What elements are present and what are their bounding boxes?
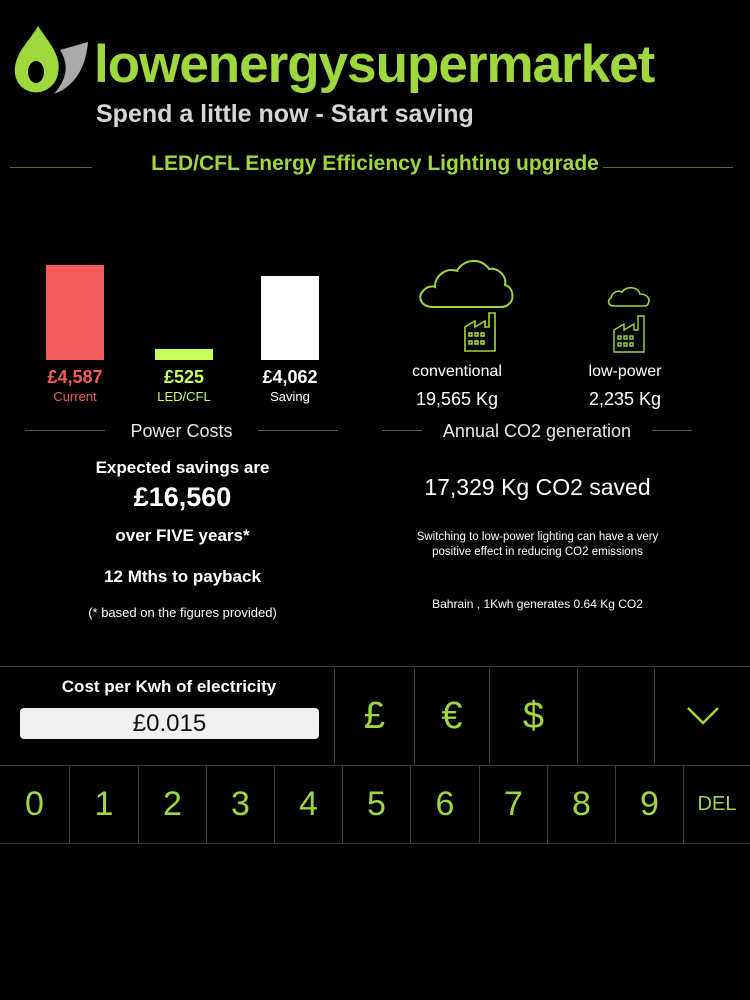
collapse-button[interactable] [654, 667, 750, 765]
co2-note-line1: Switching to low-power lighting can have a very [416, 531, 659, 543]
key-2[interactable]: 2 [138, 765, 206, 843]
power-costs-title: Power Costs [130, 421, 233, 441]
key-9[interactable]: 9 [615, 765, 683, 843]
brand-name: lowenergysupermarket [94, 35, 655, 94]
currency-pound-button[interactable]: £ [334, 667, 414, 765]
key-6[interactable]: 6 [410, 765, 479, 843]
conventional-value: 19,565 Kg [415, 389, 499, 409]
lowpower-value: 2,235 Kg [588, 389, 662, 409]
bar-current [46, 265, 104, 360]
lowpower-label: low-power [588, 363, 662, 380]
co2-saved: 17,329 Kg CO2 saved [424, 474, 651, 500]
savings-amount: £16,560 [133, 482, 232, 512]
key-delete[interactable]: DEL [683, 765, 750, 843]
payback: 12 Mths to payback [104, 567, 261, 586]
empty-cell [577, 667, 654, 765]
cloud-factory-small-icon [606, 286, 652, 354]
key-7[interactable]: 7 [479, 765, 547, 843]
key-5[interactable]: 5 [342, 765, 410, 843]
currency-dollar-button[interactable]: $ [489, 667, 577, 765]
divider [25, 430, 105, 431]
bar-led [155, 349, 213, 360]
tagline: Spend a little now - Start saving [96, 100, 474, 128]
divider [652, 430, 692, 431]
key-1[interactable]: 1 [69, 765, 138, 843]
key-0[interactable]: 0 [25, 784, 44, 823]
bar-label-current: Current [53, 389, 97, 404]
page-subtitle: LED/CFL Energy Efficiency Lighting upgrade [151, 152, 599, 175]
co2-title: Annual CO2 generation [442, 421, 632, 441]
bar-value-led: £525 [163, 367, 205, 387]
footnote: (* based on the figures provided) [88, 605, 277, 620]
key-4[interactable]: 4 [274, 765, 342, 843]
savings-intro: Expected savings are [95, 458, 270, 477]
cost-label: Cost per Kwh of electricity [61, 677, 277, 696]
currency-euro-button[interactable]: € [414, 667, 489, 765]
bar-value-saving: £4,062 [262, 367, 318, 387]
conventional-label: conventional [412, 363, 502, 380]
bar-label-led: LED/CFL [157, 389, 211, 404]
bar-value-current: £4,587 [47, 367, 103, 387]
row-divider [0, 843, 750, 844]
savings-period: over FIVE years* [115, 526, 250, 545]
bar-label-saving: Saving [270, 389, 310, 404]
logo-leaf-icon [10, 22, 90, 98]
co2-note-line2: positive effect in reducing CO2 emissions [432, 546, 643, 558]
key-3[interactable]: 3 [206, 765, 274, 843]
key-8[interactable]: 8 [547, 765, 615, 843]
bar-saving [261, 276, 319, 360]
divider [382, 430, 422, 431]
chevron-down-icon [685, 705, 721, 727]
region-note: Bahrain , 1Kwh generates 0.64 Kg CO2 [432, 597, 643, 611]
cloud-factory-large-icon [415, 253, 517, 355]
divider [258, 430, 338, 431]
cost-input[interactable]: £0.015 [20, 708, 319, 739]
